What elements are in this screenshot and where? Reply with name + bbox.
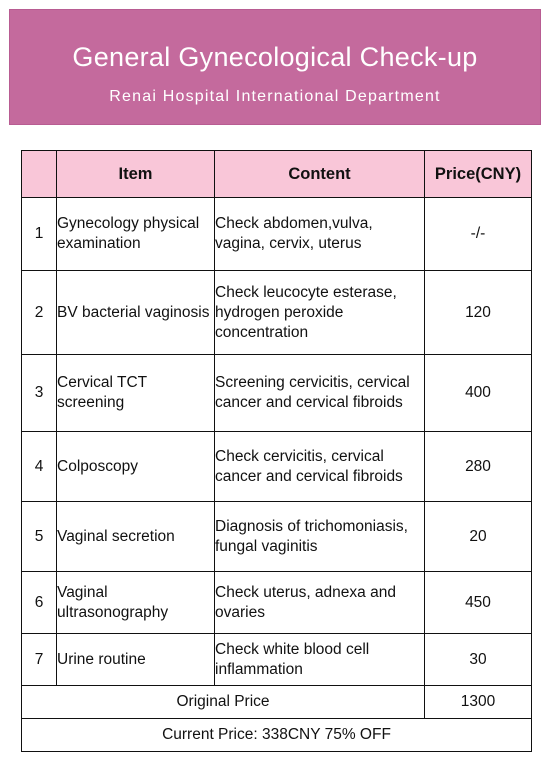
row-price: 30 xyxy=(425,634,532,686)
price-table xyxy=(21,150,532,752)
header-banner xyxy=(9,9,541,125)
page-subtitle: Renai Hospital International Department xyxy=(109,88,441,105)
row-item: Urine routine xyxy=(57,634,215,686)
row-content: Diagnosis of trichomoniasis, fungal vaginitis xyxy=(215,502,425,572)
column-header-price: Price(CNY) xyxy=(425,151,532,198)
table-row xyxy=(22,432,532,502)
row-price: 20 xyxy=(425,502,532,572)
row-content: Check uterus, adnexa and ovaries xyxy=(215,572,425,634)
row-content: Check abdomen,vulva, vagina, cervix, uterus xyxy=(215,198,425,271)
row-price: 450 xyxy=(425,572,532,634)
current-price: Current Price: 338CNY 75% OFF xyxy=(22,719,532,752)
row-price: -/- xyxy=(425,198,532,271)
row-number: 6 xyxy=(22,572,57,634)
row-number: 4 xyxy=(22,432,57,502)
row-item: Vaginal secretion xyxy=(57,502,215,572)
current-price-row xyxy=(22,719,532,752)
row-item: Gynecology physical examination xyxy=(57,198,215,271)
original-price-label: Original Price xyxy=(22,686,425,719)
row-item: BV bacterial vaginosis xyxy=(57,271,215,355)
row-number: 1 xyxy=(22,198,57,271)
row-price: 280 xyxy=(425,432,532,502)
row-item: Vaginal ultrasonography xyxy=(57,572,215,634)
table-row xyxy=(22,198,532,271)
row-content: Check leucocyte esterase, hydrogen peroxide concentration xyxy=(215,271,425,355)
table-row xyxy=(22,634,532,686)
table-row xyxy=(22,355,532,432)
original-price-value: 1300 xyxy=(425,686,532,719)
column-header-number xyxy=(22,151,57,198)
row-number: 3 xyxy=(22,355,57,432)
column-header-item: Item xyxy=(57,151,215,198)
table-row xyxy=(22,572,532,634)
row-number: 5 xyxy=(22,502,57,572)
column-header-content: Content xyxy=(215,151,425,198)
row-content: Check white blood cell inflammation xyxy=(215,634,425,686)
table-header-row xyxy=(22,151,532,198)
row-number: 7 xyxy=(22,634,57,686)
table-row xyxy=(22,271,532,355)
row-price: 120 xyxy=(425,271,532,355)
row-item: Colposcopy xyxy=(57,432,215,502)
original-price-row xyxy=(22,686,532,719)
row-item: Cervical TCT screening xyxy=(57,355,215,432)
row-number: 2 xyxy=(22,271,57,355)
row-content: Screening cervicitis, cervical cancer and cervical fibroids xyxy=(215,355,425,432)
table-row xyxy=(22,502,532,572)
row-price: 400 xyxy=(425,355,532,432)
page-title: General Gynecological Check-up xyxy=(72,42,478,72)
row-content: Check cervicitis, cervical cancer and cervical fibroids xyxy=(215,432,425,502)
